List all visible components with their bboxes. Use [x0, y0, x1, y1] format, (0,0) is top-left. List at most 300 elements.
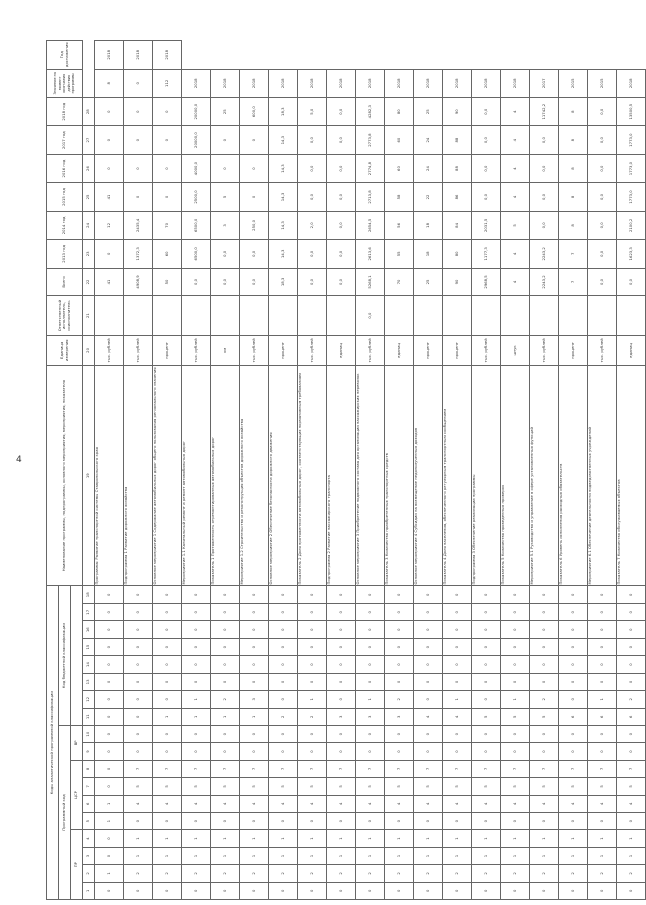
code-cell: 5 [269, 778, 298, 795]
code-cell: 0 [559, 604, 588, 621]
code-cell: 2 [269, 708, 298, 725]
code-cell: 2 [501, 865, 530, 882]
code-cell: 7 [240, 760, 269, 777]
code-cell: 0 [153, 621, 182, 638]
unit-cell: единиц [327, 335, 356, 365]
year-2017-cell: 1773,0 [617, 126, 646, 154]
year-2015-cell: 58 [385, 183, 414, 211]
code-cell: 0 [530, 638, 559, 655]
achievement-year-cell: 2018 [95, 41, 124, 70]
code-cell: 0 [385, 725, 414, 742]
code-cell: 0 [240, 604, 269, 621]
code-cell: 1 [240, 708, 269, 725]
code-cell: 0 [298, 586, 327, 604]
table-row [124, 41, 153, 900]
code-cell: 0 [559, 882, 588, 899]
year-2016-cell: 4000,0 [182, 154, 211, 182]
code-cell: 6 [588, 708, 617, 725]
code-cell: 5 [385, 778, 414, 795]
year-2016-cell: 0,0 [530, 154, 559, 182]
code-cell: 5 [617, 778, 646, 795]
code-cell: 0 [269, 812, 298, 829]
code-cell: 0 [298, 621, 327, 638]
code-cell: 0 [530, 725, 559, 742]
code-cell: 0 [356, 673, 385, 690]
final-value-cell: 0 [124, 69, 153, 97]
code-cell: 1 [472, 830, 501, 847]
year-2014-cell: 0,0 [530, 211, 559, 239]
year-2015-cell: 0,0 [530, 183, 559, 211]
final-value-cell: 2018 [356, 69, 385, 97]
name-cell: Основное мероприятие 4 Субсидии на возмещение недополученных доходов [414, 365, 443, 585]
year-2016-cell: 88 [443, 154, 472, 182]
code-cell: 7 [530, 760, 559, 777]
column-number: 14 [83, 656, 95, 673]
unit-cell: тыс. рублей [240, 335, 269, 365]
total-cell: 0,0 [588, 268, 617, 296]
code-cell: 0 [472, 882, 501, 899]
year-2017-cell: 0 [153, 126, 182, 154]
year-2015-cell: 2713,8 [356, 183, 385, 211]
code-cell: 1 [269, 847, 298, 864]
code-cell: 3 [385, 708, 414, 725]
code-cell: 0 [124, 604, 153, 621]
code-cell: 0 [356, 725, 385, 742]
total-cell: 50 [153, 268, 182, 296]
year-2017-cell: 0 [95, 126, 124, 154]
unit-cell: тыс. рублей [298, 335, 327, 365]
code-cell: 0 [327, 812, 356, 829]
code-cell: 1 [472, 847, 501, 864]
table-row [356, 41, 385, 900]
final-value-header: Значение на момент окончания действия программы [47, 69, 83, 97]
code-cell: 0 [124, 882, 153, 899]
name-cell: Показатель 1 Протяженность отремонтированных автомобильных дорог [211, 365, 240, 585]
name-cell: Мероприятие 1.2 Строительство и реконструкция объектов дорожного хозяйства [240, 365, 269, 585]
code-cell: 7 [211, 760, 240, 777]
name-cell: Основное мероприятие 1 Содержание автомобильных дорог общего пользования регионального значения [153, 365, 182, 585]
code-cell: 0 [240, 638, 269, 655]
code-cell: 0 [385, 638, 414, 655]
code-cell: 0 [298, 604, 327, 621]
code-cell: 1 [298, 830, 327, 847]
code-cell: 0 [95, 708, 124, 725]
code-cell: 0 [530, 656, 559, 673]
code-cell: 0 [443, 604, 472, 621]
code-cell: 4 [414, 795, 443, 812]
year-2018-cell: 80 [385, 97, 414, 125]
code-cell: 0 [211, 725, 240, 742]
code-cell: 4 [124, 795, 153, 812]
code-cell: 5 [327, 778, 356, 795]
code-cell: 5 [153, 778, 182, 795]
year-2013-cell: 0,0 [327, 240, 356, 268]
code-cell: 2 [472, 865, 501, 882]
code-cell: 0 [153, 725, 182, 742]
code-cell: 0 [327, 621, 356, 638]
code-cell: 0 [588, 725, 617, 742]
total-header: Всего [47, 268, 83, 296]
year-2015-cell: 0,0 [298, 183, 327, 211]
code-cell: 0 [501, 882, 530, 899]
code-cell: 7 [443, 760, 472, 777]
page-number: 4 [16, 455, 22, 465]
column-number: 22 [83, 268, 95, 296]
code-cell: 0 [472, 638, 501, 655]
code-cell: 0 [124, 586, 153, 604]
code-cell: 0 [559, 691, 588, 708]
total-cell: 25 [414, 268, 443, 296]
code-cell: 0 [559, 586, 588, 604]
table-row [211, 41, 240, 900]
code-cell: 0 [530, 673, 559, 690]
responsible-cell [443, 296, 472, 335]
code-cell: 1 [588, 830, 617, 847]
code-cell: 0 [95, 882, 124, 899]
year-2018-cell: 20000,0 [182, 97, 211, 125]
code-cell: 4 [269, 795, 298, 812]
column-number: 21 [83, 296, 95, 335]
year-2018-cell: 90 [443, 97, 472, 125]
code-cell: 1 [182, 708, 211, 725]
code-cell: 0 [559, 812, 588, 829]
code-cell: 0 [472, 656, 501, 673]
year-2017-cell: 0,0 [298, 126, 327, 154]
code-cell: 0 [182, 656, 211, 673]
year-2014-cell: 84 [443, 211, 472, 239]
code-cell: 7 [124, 760, 153, 777]
table-row [559, 41, 588, 900]
total-cell: 4 [501, 268, 530, 296]
unit-cell: тыс. рублей [182, 335, 211, 365]
year-2013-cell: 0,0 [211, 240, 240, 268]
table-container [46, 40, 633, 900]
final-value-cell: 112 [153, 69, 182, 97]
code-cell: 4 [472, 795, 501, 812]
name-cell: Программа: Развитие транспортной системы Ставропольского края [95, 365, 124, 585]
unit-cell: тыс. рублей [472, 335, 501, 365]
year-2015-cell: 5 [211, 183, 240, 211]
responsible-cell [414, 296, 443, 335]
unit-cell: процент [153, 335, 182, 365]
code-cell: 0 [501, 604, 530, 621]
year-2017-cell: 24 [414, 126, 443, 154]
pr-header: ПР [71, 830, 83, 900]
code-cell: 1 [443, 691, 472, 708]
year-2018-cell: 0,0 [327, 97, 356, 125]
code-cell: 0 [124, 638, 153, 655]
column-number: 4 [83, 830, 95, 847]
column-number: 8 [83, 760, 95, 777]
code-cell: 0 [559, 743, 588, 760]
table-row [298, 41, 327, 900]
name-cell: Показатель 7 Количество обслуживаемых объектов [617, 365, 646, 585]
total-cell: 0,0 [327, 268, 356, 296]
table-row [153, 41, 182, 900]
code-cell: 0 [240, 586, 269, 604]
unit-cell: тыс. рублей [356, 335, 385, 365]
column-number: 17 [83, 604, 95, 621]
code-cell: 2 [269, 865, 298, 882]
table-header [47, 41, 95, 900]
code-cell: 7 [559, 760, 588, 777]
code-cell: 0 [327, 586, 356, 604]
name-header: Наименование программы, подпрограммы, основного мероприятия, мероприятия, показателя [47, 365, 83, 585]
year-2015-cell: 2500,0 [182, 183, 211, 211]
year-2018-cell: 0,0 [472, 97, 501, 125]
year-2016-cell: 0,0 [298, 154, 327, 182]
year-2015-cell: 0,0 [327, 183, 356, 211]
name-cell: Мероприятие 6.1 Обеспечение деятельности подведомственных учреждений [588, 365, 617, 585]
code-cell: 4 [385, 795, 414, 812]
year-2014-cell: 2031,5 [472, 211, 501, 239]
unit-cell: процент [443, 335, 472, 365]
responsible-cell [298, 296, 327, 335]
year-2014-cell: 5 [501, 211, 530, 239]
achievement-year-cell: 2018 [124, 41, 153, 70]
table-row [414, 41, 443, 900]
code-cell: 0 [414, 586, 443, 604]
code-cell: 0 [182, 673, 211, 690]
final-value-cell: 2018 [298, 69, 327, 97]
code-cell: 0 [182, 586, 211, 604]
code-cell: 5 [414, 778, 443, 795]
code-cell: 2 [211, 865, 240, 882]
column-number: 26 [83, 154, 95, 182]
year-2018-cell: 0 [124, 97, 153, 125]
code-cell: 1 [211, 847, 240, 864]
column-number: 24 [83, 211, 95, 239]
code-cell: 1 [501, 847, 530, 864]
code-cell: 0 [211, 621, 240, 638]
final-value-cell: 2018 [182, 69, 211, 97]
code-cell: 2 [124, 865, 153, 882]
code-cell: 3 [240, 691, 269, 708]
table-row [501, 41, 530, 900]
year-2016-cell: 0 [95, 154, 124, 182]
code-cell: 2 [211, 691, 240, 708]
code-cell: 0 [472, 743, 501, 760]
year-2014-cell: 14,3 [269, 211, 298, 239]
total-cell: 41 [95, 268, 124, 296]
code-cell: 0 [385, 604, 414, 621]
year-2017-cell: 0,0 [472, 126, 501, 154]
year-2015-cell: 41 [95, 183, 124, 211]
code-cell: 0 [182, 812, 211, 829]
code-cell: 1 [211, 830, 240, 847]
code-cell: 7 [356, 760, 385, 777]
code-cell: 0 [327, 743, 356, 760]
year-2017-cell: 8 [559, 126, 588, 154]
code-cell: 7 [472, 760, 501, 777]
code-cell: 0 [385, 586, 414, 604]
code-cell: 0 [95, 778, 124, 795]
code-cell: 7 [588, 760, 617, 777]
code-cell: 5 [530, 708, 559, 725]
code-cell: 0 [356, 812, 385, 829]
code-cell: 0 [617, 725, 646, 742]
code-cell: 1 [356, 830, 385, 847]
code-cell: 0 [559, 621, 588, 638]
code-cell: 7 [269, 760, 298, 777]
year-2014-cell: 2100,2 [617, 211, 646, 239]
code-cell: 0 [356, 882, 385, 899]
year-2013-cell: 0,0 [588, 240, 617, 268]
year-2017-header: 2017 год [47, 126, 83, 154]
code-cell: 0 [182, 621, 211, 638]
code-cell: 0 [501, 621, 530, 638]
year-2017-cell: 0 [211, 126, 240, 154]
code-cell: 0 [530, 812, 559, 829]
responsible-cell [240, 296, 269, 335]
final-value-cell: 2018 [240, 69, 269, 97]
year-2015-cell: 14,3 [269, 183, 298, 211]
responsible-cell: 0,0 [356, 296, 385, 335]
year-2013-cell: 6500,0 [182, 240, 211, 268]
code-cell: 1 [501, 691, 530, 708]
code-cell: 0 [211, 638, 240, 655]
code-cell: 0 [153, 656, 182, 673]
code-cell: 0 [124, 725, 153, 742]
code-cell: 5 [356, 778, 385, 795]
year-2014-cell: 0,0 [327, 211, 356, 239]
code-cell: 0 [240, 812, 269, 829]
code-cell: 1 [588, 691, 617, 708]
year-2017-cell: 0,0 [588, 126, 617, 154]
budget-subcode-header [71, 586, 83, 725]
code-cell: 0 [95, 847, 124, 864]
year-2017-cell: 14,3 [269, 126, 298, 154]
year-2015-header: 2015 год [47, 183, 83, 211]
code-cell: 0 [327, 691, 356, 708]
code-cell: 0 [298, 656, 327, 673]
column-number: 13 [83, 673, 95, 690]
name-cell: Подпрограмма 2 Развитие пассажирского транспорта [327, 365, 356, 585]
code-cell: 0 [153, 743, 182, 760]
final-value-cell: 2015 [588, 69, 617, 97]
final-value-cell: 2017 [530, 69, 559, 97]
name-cell: Основное мероприятие 3 Приобретение подвижного состава для организации пассажирских перевозок [356, 365, 385, 585]
code-cell: 0 [501, 673, 530, 690]
code-cell: 0 [153, 812, 182, 829]
column-number: 2 [83, 865, 95, 882]
code-cell: 0 [124, 743, 153, 760]
code-cell: 6 [559, 708, 588, 725]
code-cell: 0 [385, 743, 414, 760]
code-cell: 0 [472, 673, 501, 690]
year-2017-cell: 4 [501, 126, 530, 154]
budget-code-header: Код бюджетной классификации [59, 586, 71, 725]
code-cell: 0 [617, 586, 646, 604]
year-2016-cell: 0 [211, 154, 240, 182]
code-cell: 1 [240, 847, 269, 864]
code-cell: 0 [617, 604, 646, 621]
final-value-cell: 2018 [269, 69, 298, 97]
code-cell: 4 [356, 795, 385, 812]
code-cell: 0 [269, 621, 298, 638]
code-cell: 4 [501, 795, 530, 812]
year-2016-cell: 2774,8 [356, 154, 385, 182]
code-cell: 0 [124, 708, 153, 725]
year-2016-cell: 0 [240, 154, 269, 182]
code-cell: 0 [269, 638, 298, 655]
code-cell: 0 [211, 812, 240, 829]
rotated-page [46, 40, 633, 900]
code-cell: 1 [182, 847, 211, 864]
column-number: 10 [83, 725, 95, 742]
responsible-cell [588, 296, 617, 335]
achievement-year-cell: 2018 [153, 41, 182, 70]
code-cell: 0 [182, 743, 211, 760]
table-row [385, 41, 414, 900]
year-2017-cell: 0,0 [530, 126, 559, 154]
code-cell: 0 [298, 882, 327, 899]
responsible-header: Ответственный исполнитель, соисполнитель [47, 296, 83, 335]
code-cell: 4 [211, 795, 240, 812]
code-cell: 0 [588, 656, 617, 673]
code-cell: 1 [501, 830, 530, 847]
code-cell: 2 [298, 708, 327, 725]
responsible-cell [182, 296, 211, 335]
code-cell: 1 [298, 847, 327, 864]
code-cell: 0 [443, 812, 472, 829]
code-cell: 0 [182, 882, 211, 899]
code-cell: 4 [182, 795, 211, 812]
code-cell: 0 [414, 812, 443, 829]
year-2018-cell: 0 [95, 97, 124, 125]
code-cell: 1 [298, 691, 327, 708]
code-cell: 0 [298, 673, 327, 690]
code-cell: 2 [327, 865, 356, 882]
code-cell: 0 [298, 638, 327, 655]
code-cell: 1 [559, 830, 588, 847]
code-cell: 7 [153, 760, 182, 777]
unit-cell: тыс. рублей [588, 335, 617, 365]
code-cell: 0 [356, 638, 385, 655]
table-row [182, 41, 211, 900]
code-cell: 0 [385, 812, 414, 829]
code-cell: 5 [472, 778, 501, 795]
code-cell: 2 [385, 865, 414, 882]
total-cell: 2968,5 [472, 268, 501, 296]
code-cell: 5 [182, 778, 211, 795]
code-cell: 1 [153, 708, 182, 725]
code-cell: 1 [385, 847, 414, 864]
code-cell: 5 [530, 778, 559, 795]
code-group-header: Коды аналитической программной классификации [47, 586, 59, 900]
year-2013-cell: 0,0 [240, 240, 269, 268]
code-cell: 0 [327, 673, 356, 690]
name-cell: Подпрограмма 3 Обеспечение реализации программы [472, 365, 501, 585]
code-cell: 5 [240, 778, 269, 795]
code-cell: 0 [588, 743, 617, 760]
code-cell: 1 [153, 847, 182, 864]
code-cell: 0 [501, 743, 530, 760]
code-cell: 0 [356, 743, 385, 760]
code-cell: 5 [124, 778, 153, 795]
name-cell: Показатель 2 Доля протяженности автомобильных дорог, соответствующих нормативным требованиям [298, 365, 327, 585]
code-cell: 0 [269, 743, 298, 760]
code-cell: 0 [298, 743, 327, 760]
year-2013-cell: 0,0 [298, 240, 327, 268]
achievement-year-header: Год достижения [47, 41, 83, 70]
year-2014-cell: 0,0 [588, 211, 617, 239]
year-2017-cell: 20000,0 [182, 126, 211, 154]
code-cell: 5 [472, 708, 501, 725]
final-value-cell: 2018 [617, 69, 646, 97]
code-cell: 3 [356, 708, 385, 725]
year-2015-cell: 0 [153, 183, 182, 211]
